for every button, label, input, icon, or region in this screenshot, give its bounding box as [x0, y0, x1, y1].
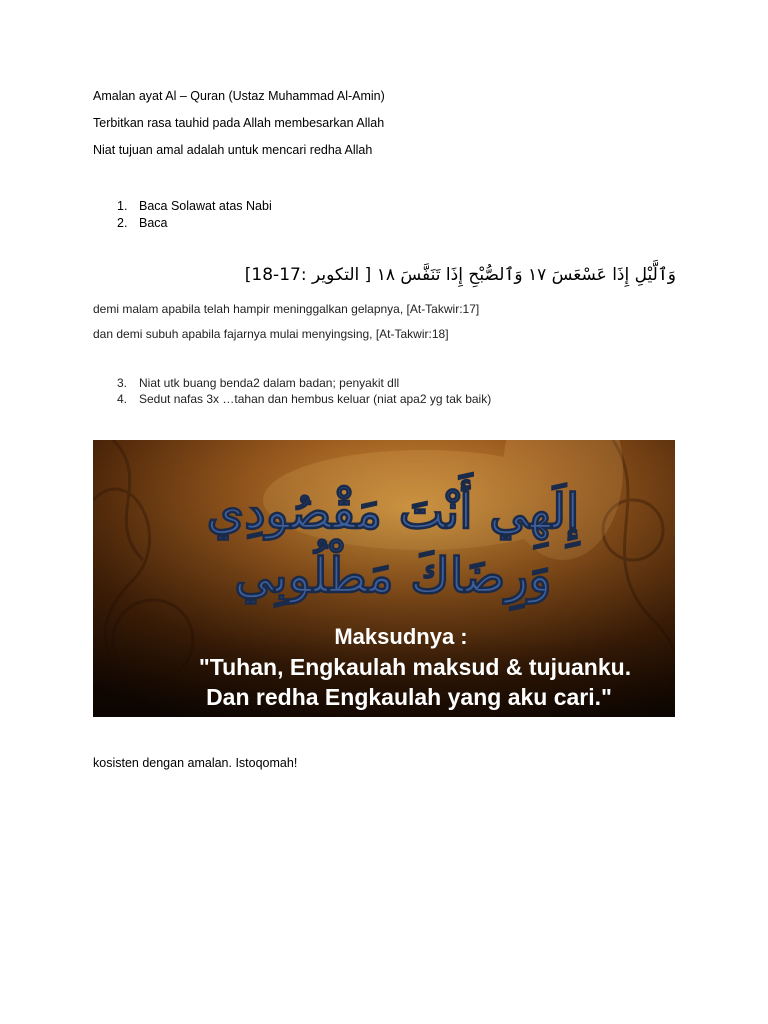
banner-quote-line1: "Tuhan, Engkaulah maksud & tujuanku. [198, 654, 632, 680]
banner-quote-line2: Dan redha Engkaulah yang aku cari." [206, 684, 612, 710]
closing-line: kosisten dengan amalan. Istoqomah! [93, 756, 298, 770]
title-line: Amalan ayat Al – Quran (Ustaz Muhammad Al-Amin) [93, 89, 385, 103]
list-number: 2. [117, 216, 128, 230]
list-item: Sedut nafas 3x …tahan dan hembus keluar (niat apa2 yg tak baik) [139, 392, 492, 406]
banner-arabic-line1: إِلَهِي أَنْتَ مَقْصُودِي [206, 484, 580, 540]
doa-banner-image [93, 440, 675, 717]
list-number: 4. [117, 392, 128, 406]
intention-line: Niat tujuan amal adalah untuk mencari redha Allah [93, 143, 373, 157]
arabic-verse: وَٱلَّيْلِ إِذَا عَسْعَسَ ١٧ وَٱلصُّبْحِ إِذَا تَنَفَّسَ ١٨ [ التكوير :17-18] [244, 265, 676, 285]
list-item: Baca [139, 216, 168, 230]
translation-line: demi malam apabila telah hampir meninggalkan gelapnya, [At-Takwir:17] [93, 302, 480, 316]
translation-line: dan demi subuh apabila fajarnya mulai menyingsing, [At-Takwir:18] [93, 327, 449, 341]
banner-arabic-line2: وَرِضَاكَ مَطْلُوبِي [234, 548, 552, 604]
list-item: Baca Solawat atas Nabi [139, 199, 272, 213]
list-item: Niat utk buang benda2 dalam badan; penyakit dll [139, 376, 400, 390]
banner-label: Maksudnya : [334, 624, 468, 649]
subtitle-line: Terbitkan rasa tauhid pada Allah membesarkan Allah [93, 116, 385, 130]
list-number: 1. [117, 199, 128, 213]
list-number: 3. [117, 376, 128, 390]
